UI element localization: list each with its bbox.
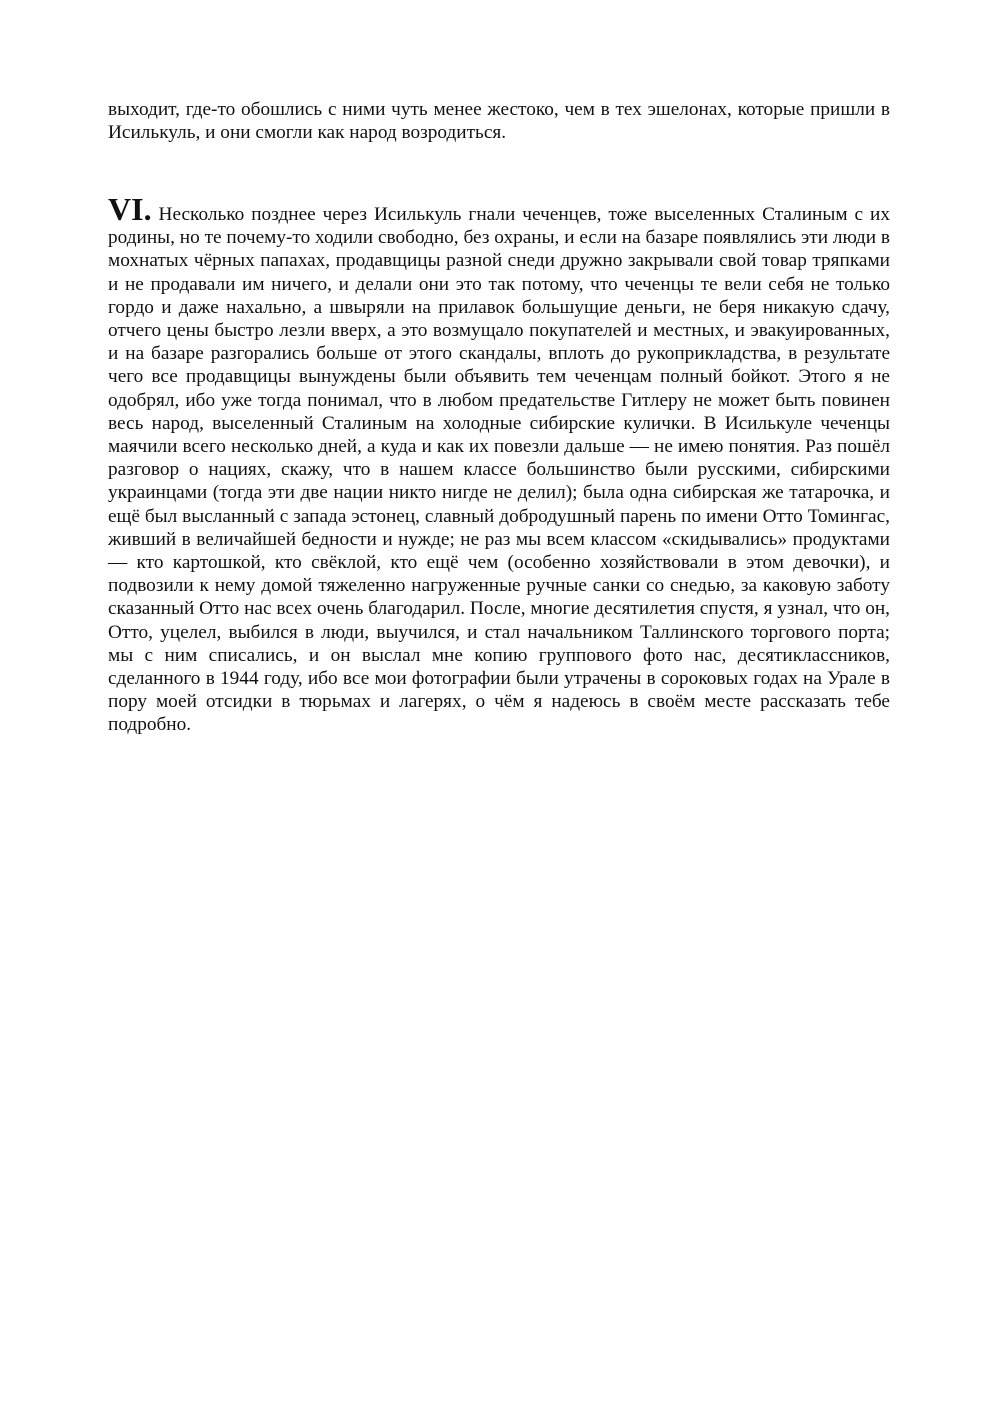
paragraph-continuation: выходит, где-то обошлись с ними чуть менее жестоко, чем в тех эшелонах, которые пришли в Исилькуль, и они смогли как народ возродиться. <box>108 99 890 144</box>
section-numeral: VI. <box>108 191 152 227</box>
section-six-body: Несколько позднее через Исилькуль гнали чеченцев, тоже выселенных Сталиным с их родины, но те почему-то ходили свободно, без охраны, и если на базаре появлялись эти люди в мохнатых чёрных папахах, продавщицы разной снеди дружно закрывали свой товар тряпками и не продавали им ничего, и делали они это так потому, что чеченцы те вели себя не только гордо и даже нахально, а швыряли на прилавок большущие деньги, не беря никакую сдачу, отчего цены быстро лезли вверх, а это возмущало покупателей и местных, и эвакуированных, и на базаре разгорались больше от этого скандалы, вплоть до рукоприкладства, в результате чего все продавщицы вынуждены были объявить тем чеченцам полный бойкот. Этого я не одобрял, ибо уже тогда понимал, что в любом предательстве Гитлеру не может быть повинен весь народ, выселенный Сталиным на холодные сибирские кулички. В Исилькуле чеченцы маячили всего несколько дней, а куда и как их повезли дальше — не имею понятия. Раз пошёл разговор о нациях, скажу, что в нашем классе большинство были русскими, сибирскими украинцами (тогда эти две нации никто нигде не делил); была одна сибирская же татарочка, и ещё был высланный с запада эстонец, славный добродушный парень по имени Отто Томингас, живший в величайшей бедности и нужде; не раз мы всем классом «скидывались» продуктами — кто картошкой, кто свёклой, кто ещё чем (особенно хозяйствовали в этом девочки), и подвозили к нему домой тяжеленно нагруженные ручные санки со снедью, за каковую заботу сказанный Отто нас всех очень благодарил. После, многие десятилетия спустя, я узнал, что он, Отто, уцелел, выбился в люди, выучился, и стал начальником Таллинского торгового порта; мы с ним списались, и он выслал мне копию группового фото нас, десятиклассников, сделанного в 1944 году, ибо все мои фотографии были утрачены в сороковых годах на Урале в пору моей отсидки в тюрьмах и лагерях, о чём я надеюсь в своём месте рассказать тебе подробно. <box>108 204 890 736</box>
section-six-paragraph <box>108 191 890 737</box>
